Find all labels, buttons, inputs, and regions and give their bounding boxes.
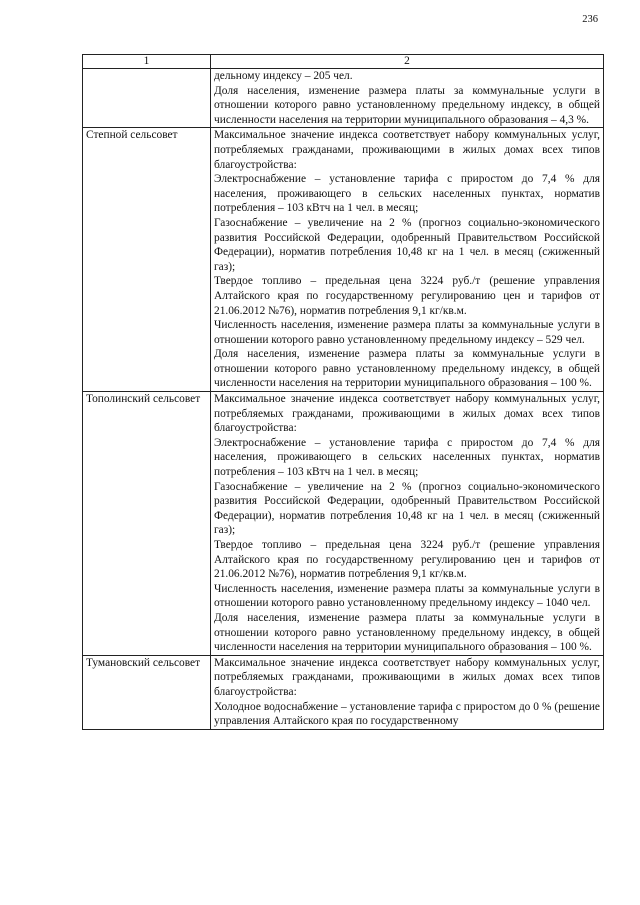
paragraph: Доля населения, изменение размера платы за коммунальные услуги в отношении которого равно установленному предельному индексу, в общей численности населения на территории муниципального образования – 100 %. <box>214 348 600 390</box>
table-header-row <box>83 55 604 69</box>
tariff-description-cell <box>211 128 604 392</box>
paragraph: Газоснабжение – увеличение на 2 % (прогноз социально-экономического развития Российской Федерации, одобренный Правительством Российской Федерации), норматив потребления 10,48 кг на 1 чел. в месяц (сжиженный газ); <box>214 480 600 537</box>
paragraph: Электроснабжение – установление тарифа с приростом до 7,4 % для населения, проживающего в сельских населенных пунктах, норматив потребления – 103 кВтч на 1 чел. в месяц; <box>214 173 600 215</box>
paragraph: Газоснабжение – увеличение на 2 % (прогноз социально-экономического развития Российской Федерации, одобренный Правительством Российской Федерации), норматив потребления 10,48 кг на 1 чел. в месяц (сжиженный газ); <box>214 216 600 273</box>
municipality-name-cell <box>83 69 211 128</box>
table-row <box>83 655 604 729</box>
paragraph: Твердое топливо – предельная цена 3224 руб./т (решение управления Алтайского края по государственному регулированию цен и тарифов от 21.06.2012 №76), норматив потребления 9,1 кг/кв.м. <box>214 275 600 317</box>
paragraph: дельному индексу – 205 чел. <box>214 70 353 82</box>
municipal-tariff-table <box>82 54 604 730</box>
municipality-name-cell: Степной сельсовет <box>83 128 211 392</box>
column-header-1: 1 <box>83 55 211 69</box>
table-row <box>83 69 604 128</box>
table-row <box>83 128 604 392</box>
paragraph: Доля населения, изменение размера платы за коммунальные услуги в отношении которого равно установленному предельному индексу, в общей численности населения на территории муниципального образования – 4,3 %. <box>214 84 600 126</box>
tariff-description-cell <box>211 392 604 656</box>
municipality-name-cell: Тумановский сельсовет <box>83 655 211 729</box>
paragraph: Доля населения, изменение размера платы за коммунальные услуги в отношении которого равно установленному предельному индексу, в общей численности населения на территории муниципального образования – 100 %. <box>214 611 600 654</box>
paragraph: Максимальное значение индекса соответствует набору коммунальных услуг, потребляемых гражданами, проживающими в жилых домах всех типов благоустройства: <box>214 129 600 171</box>
table-row <box>83 392 604 656</box>
tariff-description-cell <box>211 655 604 729</box>
municipality-name-cell: Тополинский сельсовет <box>83 392 211 656</box>
paragraph: Численность населения, изменение размера платы за коммунальные услуги в отношении которого равно установленному предельному индексу – 529 чел. <box>214 319 600 346</box>
paragraph: Твердое топливо – предельная цена 3224 руб./т (решение управления Алтайского края по государственному регулированию цен и тарифов от 21.06.2012 №76), норматив потребления 9,1 кг/кв.м. <box>214 539 600 581</box>
paragraph: Максимальное значение индекса соответствует набору коммунальных услуг, потребляемых гражданами, проживающими в жилых домах всех типов благоустройства: <box>214 656 600 698</box>
page-number: 236 <box>582 14 598 25</box>
paragraph: Электроснабжение – установление тарифа с приростом до 7,4 % для населения, проживающего в сельских населенных пунктах, норматив потребления – 103 кВтч на 1 чел. в месяц; <box>214 436 600 479</box>
paragraph: Холодное водоснабжение – установление тарифа с приростом до 0 % (решение управления Алтайского края по государственному <box>214 700 600 728</box>
tariff-description-cell <box>211 69 604 128</box>
paragraph: Максимальное значение индекса соответствует набору коммунальных услуг, потребляемых гражданами, проживающими в жилых домах всех типов благоустройства: <box>214 393 600 435</box>
paragraph: Численность населения, изменение размера платы за коммунальные услуги в отношении которого равно установленному предельному индексу – 1040 чел. <box>214 582 600 610</box>
column-header-2: 2 <box>211 55 604 69</box>
